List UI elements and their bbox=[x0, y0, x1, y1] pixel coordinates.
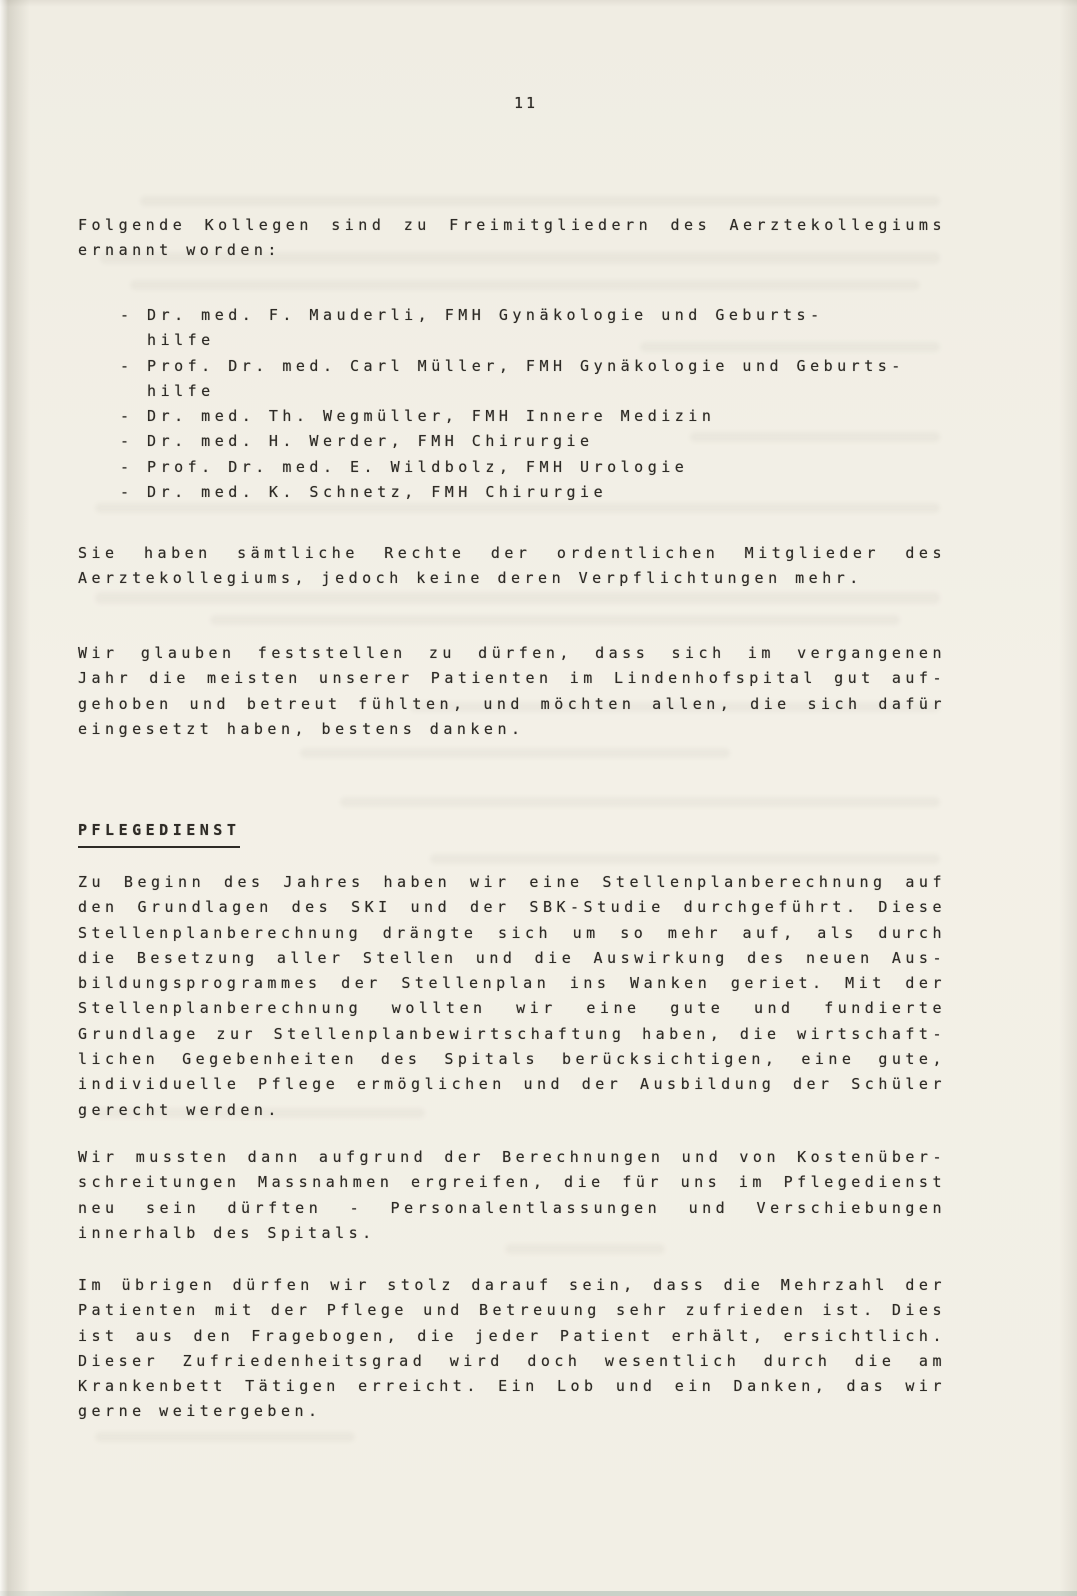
bleed-through-artifact bbox=[300, 748, 730, 758]
intro-paragraph bbox=[78, 213, 946, 264]
text-line: Stellenplanberechnung wollten wir eine gute und fundierte bbox=[78, 999, 946, 1018]
measures-paragraph bbox=[78, 1145, 946, 1246]
text-line: hilfe bbox=[120, 381, 215, 400]
scan-edge-bottom bbox=[0, 1591, 1077, 1596]
text-line: Im übrigen dürfen wir stolz darauf sein, dass die Mehrzahl der bbox=[78, 1276, 946, 1294]
text-line: die Besetzung aller Stellen und die Auswirkung des neuen Aus- bbox=[78, 948, 946, 967]
text-line: bildungsprogrammes der Stellenplan ins Wanken geriet. Mit der bbox=[78, 974, 946, 993]
text-line: Zu Beginn des Jahres haben wir eine Stellenplanberechnung auf bbox=[78, 873, 946, 891]
text-line: gehoben und betreut fühlten, und möchten allen, die sich dafür bbox=[78, 694, 946, 713]
text-line: gerne weitergeben. bbox=[78, 1402, 322, 1421]
bleed-through-artifact bbox=[140, 196, 940, 206]
text-line: - Dr. med. Th. Wegmüller, FMH Innere Medizin bbox=[120, 407, 716, 426]
text-line: Folgende Kollegen sind zu Freimitgliedern des Aerztekollegiums bbox=[78, 216, 946, 234]
text-line: - Prof. Dr. med. E. Wildbolz, FMH Urologie bbox=[120, 457, 689, 476]
text-line: gerecht werden. bbox=[78, 1100, 281, 1119]
patient-satisfaction-paragraph bbox=[78, 1273, 946, 1425]
text-line: eingesetzt haben, bestens danken. bbox=[78, 719, 525, 738]
text-line: Aerztekollegiums, jedoch keine deren Verpflichtungen mehr. bbox=[78, 569, 863, 588]
text-line: Stellenplanberechnung drängte sich um so mehr auf, als durch bbox=[78, 923, 946, 942]
text-line: neu sein dürften - Personalentlassungen und Verschiebungen bbox=[78, 1198, 946, 1217]
text-line: Wir mussten dann aufgrund der Berechnungen und von Kostenüber- bbox=[78, 1148, 946, 1166]
text-line: Jahr die meisten unserer Patienten im Lindenhofspital gut auf- bbox=[78, 669, 946, 688]
staffing-plan-paragraph bbox=[78, 870, 946, 1123]
text-line: - Dr. med. F. Mauderli, FMH Gynäkologie und Geburts- bbox=[120, 306, 824, 324]
text-line: - Dr. med. H. Werder, FMH Chirurgie bbox=[120, 432, 594, 451]
text-line: ernannt worden: bbox=[78, 241, 281, 260]
bleed-through-artifact bbox=[95, 1432, 355, 1442]
text-line: Krankenbett Tätigen erreicht. Ein Lob und ein Danken, das wir bbox=[78, 1377, 946, 1396]
scan-edge-left bbox=[0, 0, 30, 1596]
section-heading-pflegedienst: PFLEGEDIENST bbox=[78, 818, 240, 848]
text-line: hilfe bbox=[120, 331, 215, 350]
text-line: den Grundlagen des SKI und der SBK-Studie durchgeführt. Diese bbox=[78, 898, 946, 917]
text-line: Dieser Zufriedenheitsgrad wird doch wesentlich durch die am bbox=[78, 1351, 946, 1370]
text-line: individuelle Pflege ermöglichen und der Ausbildung der Schüler bbox=[78, 1075, 946, 1094]
text-line: innerhalb des Spitals. bbox=[78, 1223, 376, 1242]
bleed-through-artifact bbox=[430, 854, 940, 864]
text-line: schreitungen Massnahmen ergreifen, die für uns im Pflegedienst bbox=[78, 1173, 946, 1192]
scan-edge-right bbox=[1059, 0, 1077, 1596]
scan-edge-top bbox=[0, 0, 1077, 7]
bleed-through-artifact bbox=[130, 280, 920, 290]
text-line: Patienten mit der Pflege und Betreuung sehr zufrieden ist. Dies bbox=[78, 1301, 946, 1320]
page-number: 11 bbox=[513, 94, 539, 112]
free-members-list bbox=[78, 303, 946, 505]
text-line: Sie haben sämtliche Rechte der ordentlichen Mitglieder des bbox=[78, 544, 946, 562]
bleed-through-artifact bbox=[95, 592, 940, 604]
thanks-paragraph bbox=[78, 641, 946, 742]
text-line: Wir glauben feststellen zu dürfen, dass sich im vergangenen bbox=[78, 644, 946, 662]
text-line: Grundlage zur Stellenplanbewirtschaftung haben, die wirtschaft- bbox=[78, 1024, 946, 1043]
section-heading-wrap bbox=[78, 818, 946, 848]
bleed-through-artifact bbox=[340, 797, 940, 807]
bleed-through-artifact bbox=[210, 615, 900, 625]
text-line: - Prof. Dr. med. Carl Müller, FMH Gynäkologie und Geburts- bbox=[120, 356, 905, 375]
text-line: lichen Gegebenheiten des Spitals berücksichtigen, eine gute, bbox=[78, 1050, 946, 1069]
text-line: ist aus den Fragebogen, die jeder Patient erhält, ersichtlich. bbox=[78, 1326, 946, 1345]
text-line: - Dr. med. K. Schnetz, FMH Chirurgie bbox=[120, 483, 608, 502]
rights-paragraph bbox=[78, 541, 946, 592]
